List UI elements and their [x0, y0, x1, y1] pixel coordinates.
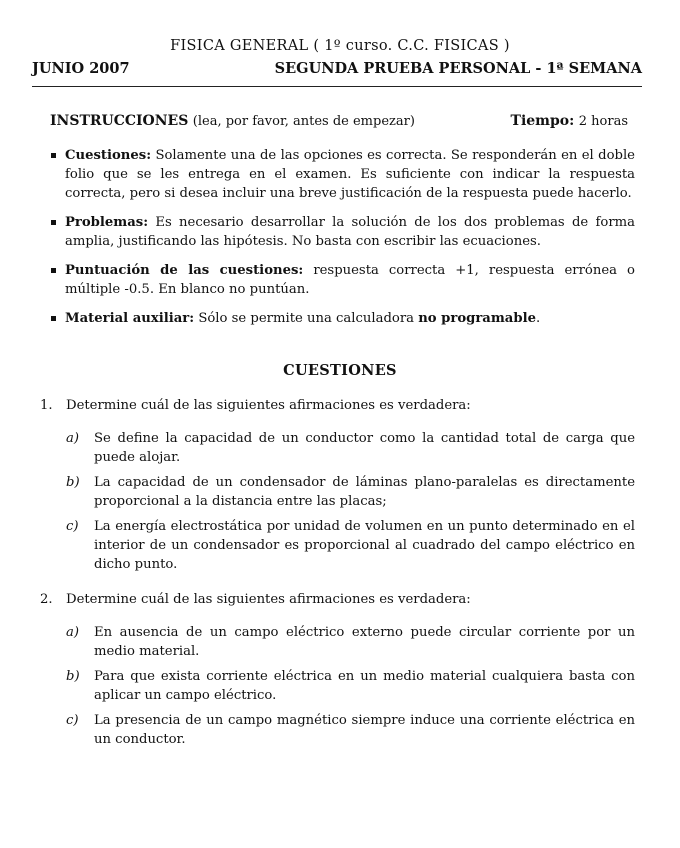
instruction-label: Material auxiliar: [65, 311, 195, 326]
instruction-label: Problemas: [65, 215, 149, 230]
option-letter: a) [66, 431, 80, 446]
instruction-item [50, 309, 635, 328]
instructions-note: (lea, por favor, antes de empezar) [192, 114, 415, 129]
instructions-list [50, 146, 635, 338]
option-text: La energía electrostática por unidad de volumen en un punto determinado en el interior de un condensador es proporcional al cuadrado del campo eléctrico en dicho punto. [94, 519, 635, 572]
course-title: FISICA GENERAL ( 1º curso. C.C. FISICAS ) [170, 38, 510, 54]
options-list [66, 429, 635, 574]
option-text: En ausencia de un campo eléctrico externo puede circular corriente por un medio material. [94, 625, 635, 659]
question-number: 1. [40, 398, 53, 413]
instruction-item [50, 146, 635, 203]
option-text: Para que exista corriente eléctrica en un medio material cualquiera basta con aplicar un campo eléctrico. [94, 669, 635, 703]
option-letter: b) [66, 475, 80, 490]
time-value: 2 horas [578, 114, 628, 129]
instruction-text: Solamente una de las opciones es correcta. Se responderán en el doble folio que se les entrega en el examen. Es suficiente con indicar la respuesta correcta, pero si desea incluir una breve justificación de la respuesta puede hacerlo. [65, 148, 635, 201]
option-letter: c) [66, 519, 79, 534]
option-item [66, 711, 635, 749]
question-2 [40, 590, 635, 755]
exam-date: JUNIO 2007 [32, 60, 130, 77]
instruction-text: Sólo se permite una calculadora [198, 311, 414, 326]
instructions-heading: INSTRUCCIONES [50, 113, 189, 129]
option-item [66, 429, 635, 467]
option-letter: c) [66, 713, 79, 728]
question-number: 2. [40, 592, 53, 607]
question-stem: Determine cuál de las siguientes afirmaciones es verdadera: [66, 592, 471, 607]
option-item [66, 473, 635, 511]
instruction-tail: . [535, 311, 541, 326]
header-divider [32, 86, 642, 87]
option-item [66, 623, 635, 661]
question-1 [40, 396, 635, 580]
header-row [32, 60, 642, 77]
option-letter: a) [66, 625, 80, 640]
instruction-label: Cuestiones: [65, 148, 152, 163]
instructions-header [50, 113, 628, 129]
option-text: Se define la capacidad de un conductor como la cantidad total de carga que puede alojar. [94, 431, 635, 465]
instruction-text: Es necesario desarrollar la solución de los dos problemas de forma amplia, justificando las hipótesis. No basta con escribir las ecuaciones. [65, 215, 635, 249]
instruction-emphasis: no programable [418, 311, 536, 326]
instruction-label: Puntuación de las cuestiones: [65, 263, 304, 278]
options-list [66, 623, 635, 749]
instruction-item [50, 261, 635, 299]
time-label: Tiempo: [510, 113, 575, 129]
question-stem: Determine cuál de las siguientes afirmaciones es verdadera: [66, 398, 471, 413]
option-letter: b) [66, 669, 80, 684]
option-text: La presencia de un campo magnético siempre induce una corriente eléctrica en un conductor. [94, 713, 635, 747]
exam-name: SEGUNDA PRUEBA PERSONAL - 1ª SEMANA [274, 60, 642, 77]
section-title: CUESTIONES [283, 362, 397, 379]
instruction-text: respuesta correcta +1, respuesta errónea o múltiple -0.5. En blanco no puntúan. [65, 263, 635, 297]
option-item [66, 667, 635, 705]
option-text: La capacidad de un condensador de láminas plano-paralelas es directamente proporcional a la distancia entre las placas; [94, 475, 635, 509]
instruction-item [50, 213, 635, 251]
option-item [66, 517, 635, 574]
